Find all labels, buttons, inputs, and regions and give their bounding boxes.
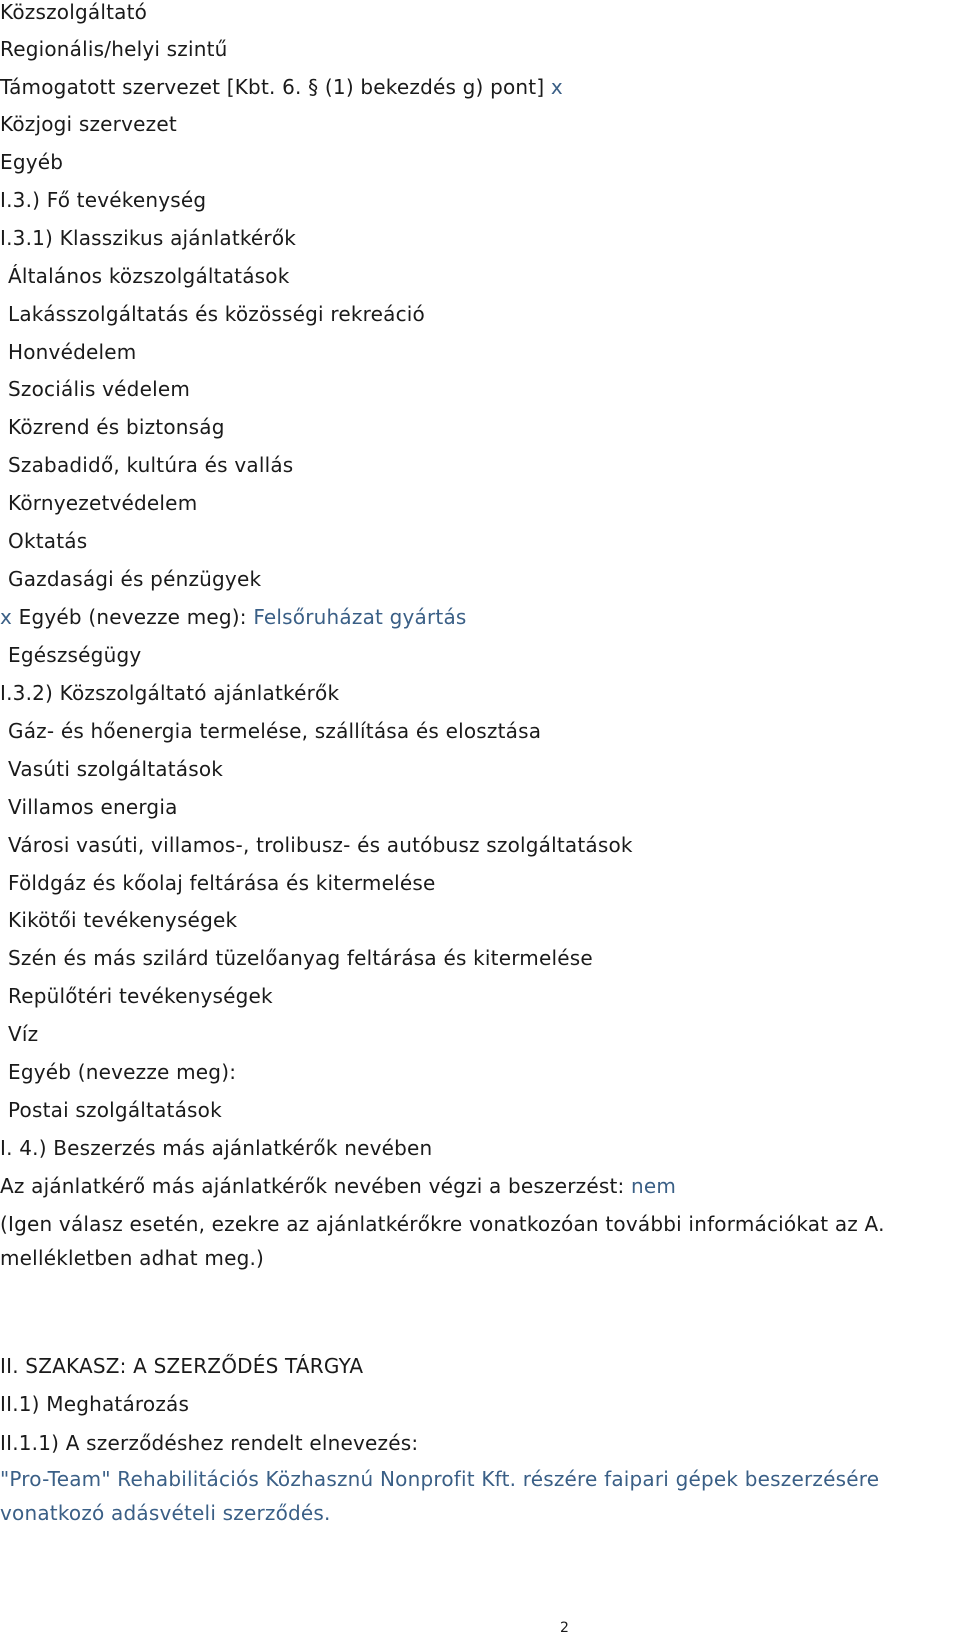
kozszolgaltato-item: Vasúti szolgáltatások: [8, 757, 224, 781]
kozjogi-option: Közjogi szervezet: [0, 112, 177, 136]
kozszolgaltato-item: Gáz- és hőenergia termelése, szállítása és elosztása: [8, 719, 542, 743]
kozszolgaltato-item: Villamos energia: [8, 795, 178, 819]
klasszikus-item: Gazdasági és pénzügyek: [8, 567, 262, 591]
kozszolgaltato-item: Repülőtéri tevékenységek: [8, 984, 273, 1008]
meghatarozas-heading: II.1) Meghatározás: [0, 1392, 190, 1416]
klasszikus-item: Környezetvédelem: [8, 491, 198, 515]
egyeb-checked-mark: x: [0, 605, 13, 629]
klasszikus-item: Szociális védelem: [8, 377, 191, 401]
fo-tevekenyseg-heading: I.3.) Fő tevékenység: [0, 188, 207, 212]
page-number: 2: [560, 1620, 569, 1636]
tamogatott-option: [0, 75, 563, 99]
kozszolgaltato-item: Földgáz és kőolaj feltárása és kitermelése: [8, 871, 436, 895]
kozszolgaltato-item: Kikötői tevékenységek: [8, 908, 238, 932]
egyeb-value: Felsőruházat gyártás: [253, 605, 467, 629]
klasszikus-heading: I.3.1) Klasszikus ajánlatkérők: [0, 226, 297, 250]
kozszolgaltato-item: Egyéb (nevezze meg):: [8, 1060, 237, 1084]
klasszikus-egyeb-option: [0, 605, 467, 629]
klasszikus-item: Közrend és biztonság: [8, 415, 225, 439]
kozszolgaltato-item: Postai szolgáltatások: [8, 1098, 222, 1122]
klasszikus-item: Lakásszolgáltatás és közösségi rekreáció: [8, 302, 425, 326]
tamogatott-label: Támogatott szervezet [Kbt. 6. § (1) bekezdés g) pont]: [0, 75, 545, 99]
tamogatott-checked-mark: x: [550, 75, 563, 99]
beszerzes-note: (Igen válasz esetén, ezekre az ajánlatkérőkre vonatkozóan további információkat az A. mellékletben adhat meg.): [0, 1212, 885, 1270]
elnevezes-value: "Pro-Team" Rehabilitációs Közhasznú Nonprofit Kft. részére faipari gépek beszerzésére vonatkozó adásvételi szerződés.: [0, 1467, 880, 1525]
section2-heading: II. SZAKASZ: A SZERZŐDÉS TÁRGYA: [0, 1354, 364, 1378]
egeszsegugy-option: Egészségügy: [8, 643, 142, 667]
kozszolgaltato-ajanlatkerok-heading: I.3.2) Közszolgáltató ajánlatkérők: [0, 681, 340, 705]
kozszolgaltato-item: Víz: [8, 1022, 39, 1046]
klasszikus-item: Oktatás: [8, 529, 88, 553]
klasszikus-item: Szabadidő, kultúra és vallás: [8, 453, 294, 477]
beszerzes-question: Az ajánlatkérő más ajánlatkérők nevében végzi a beszerzést:: [0, 1174, 625, 1198]
beszerzes-answer: nem: [631, 1174, 677, 1198]
kozszolgaltato-item: Szén és más szilárd tüzelőanyag feltárása és kitermelése: [8, 946, 593, 970]
elnevezes-label: II.1.1) A szerződéshez rendelt elnevezés:: [0, 1431, 419, 1455]
klasszikus-item: Honvédelem: [8, 340, 137, 364]
klasszikus-item: Általános közszolgáltatások: [8, 264, 290, 288]
egyeb-option: Egyéb: [0, 150, 64, 174]
egyeb-label: Egyéb (nevezze meg):: [18, 605, 247, 629]
kozszolgaltato-option: Közszolgáltató: [0, 0, 148, 24]
beszerzes-heading: I. 4.) Beszerzés más ajánlatkérők nevében: [0, 1136, 433, 1160]
beszerzes-question-line: [0, 1174, 676, 1198]
kozszolgaltato-item: Városi vasúti, villamos-, trolibusz- és autóbusz szolgáltatások: [8, 833, 633, 857]
regionalis-option: Regionális/helyi szintű: [0, 37, 228, 61]
